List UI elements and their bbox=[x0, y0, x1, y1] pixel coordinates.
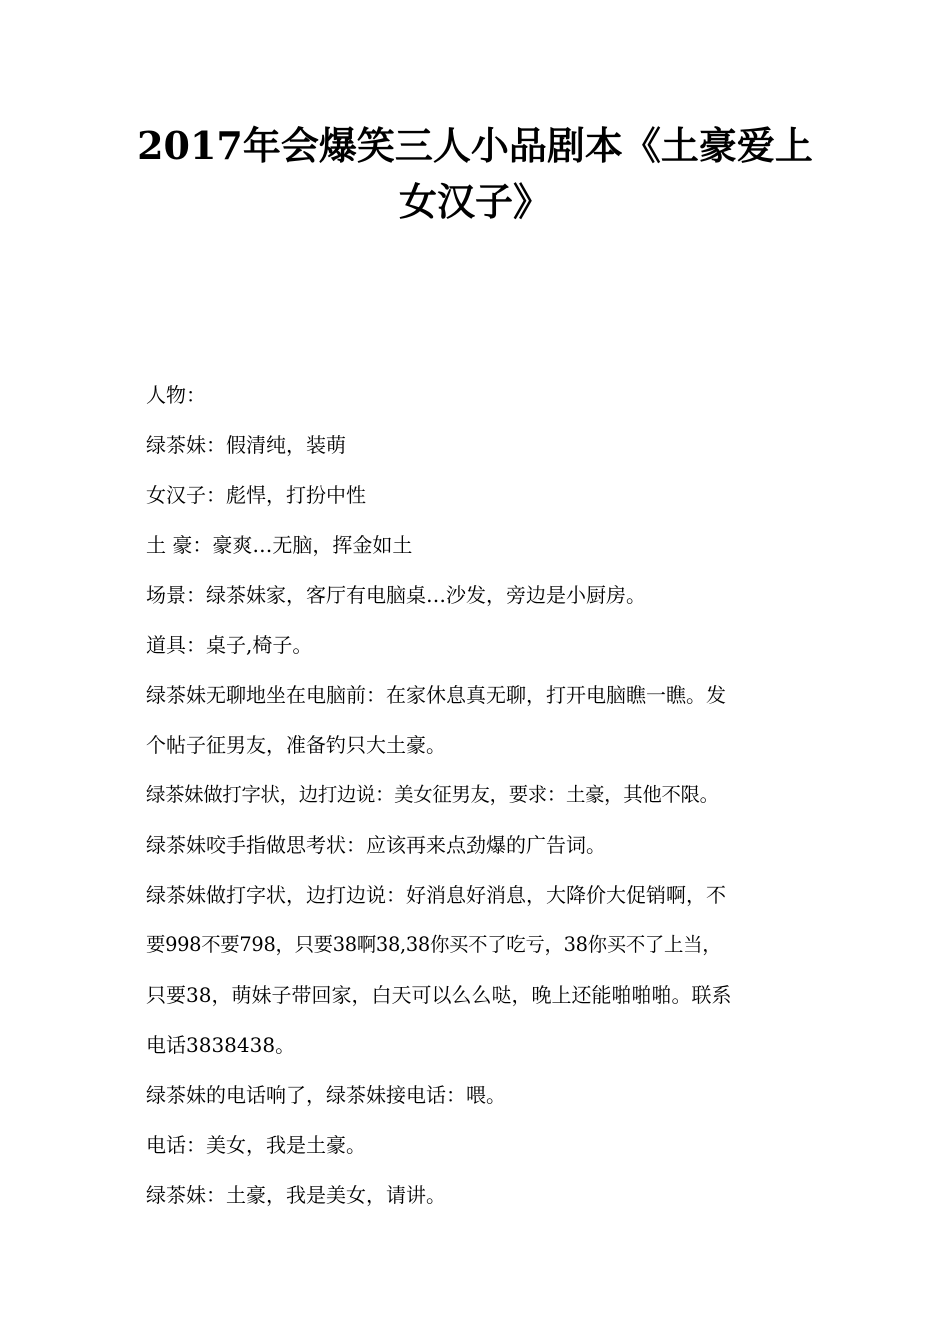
script-line: 绿茶妹：土豪，我是美女，请讲。 bbox=[146, 1183, 446, 1207]
script-line: 绿茶妹无聊地坐在电脑前：在家休息真无聊，打开电脑瞧一瞧。发 bbox=[146, 683, 726, 707]
script-line: 电话：美女，我是土豪。 bbox=[146, 1133, 366, 1157]
script-line: 只要38，萌妹子带回家，白天可以么么哒，晚上还能啪啪啪。联系 bbox=[146, 983, 732, 1007]
scene-description: 场景：绿茶妹家，客厅有电脑桌…沙发，旁边是小厨房。 bbox=[146, 583, 646, 607]
script-line: 绿茶妹的电话响了，绿茶妹接电话：喂。 bbox=[146, 1083, 506, 1107]
title-line-2: 女汉子》 bbox=[398, 179, 551, 224]
character-tuhao: 土 豪：豪爽…无脑，挥金如土 bbox=[146, 533, 413, 557]
script-line: 绿茶妹做打字状，边打边说：好消息好消息，大降价大促销啊，不 bbox=[146, 883, 726, 907]
character-nvhanzi: 女汉子：彪悍，打扮中性 bbox=[146, 483, 366, 507]
document-body bbox=[146, 370, 811, 1220]
props-description: 道具：桌子,椅子。 bbox=[146, 633, 313, 657]
character-lvchamei: 绿茶妹：假清纯，装萌 bbox=[146, 433, 346, 457]
document-title bbox=[130, 118, 820, 230]
characters-heading: 人物： bbox=[146, 383, 206, 407]
script-line: 绿茶妹咬手指做思考状：应该再来点劲爆的广告词。 bbox=[146, 833, 606, 857]
script-line: 要998不要798，只要38啊38,38你买不了吃亏，38你买不了上当， bbox=[146, 933, 722, 956]
title-line-1: 2017年会爆笑三人小品剧本《土豪爱上 bbox=[137, 123, 813, 168]
script-line: 绿茶妹做打字状，边打边说：美女征男友，要求：土豪，其他不限。 bbox=[146, 783, 719, 806]
script-line: 个帖子征男友，准备钓只大土豪。 bbox=[146, 733, 446, 757]
script-line: 电话3838438。 bbox=[146, 1033, 296, 1057]
